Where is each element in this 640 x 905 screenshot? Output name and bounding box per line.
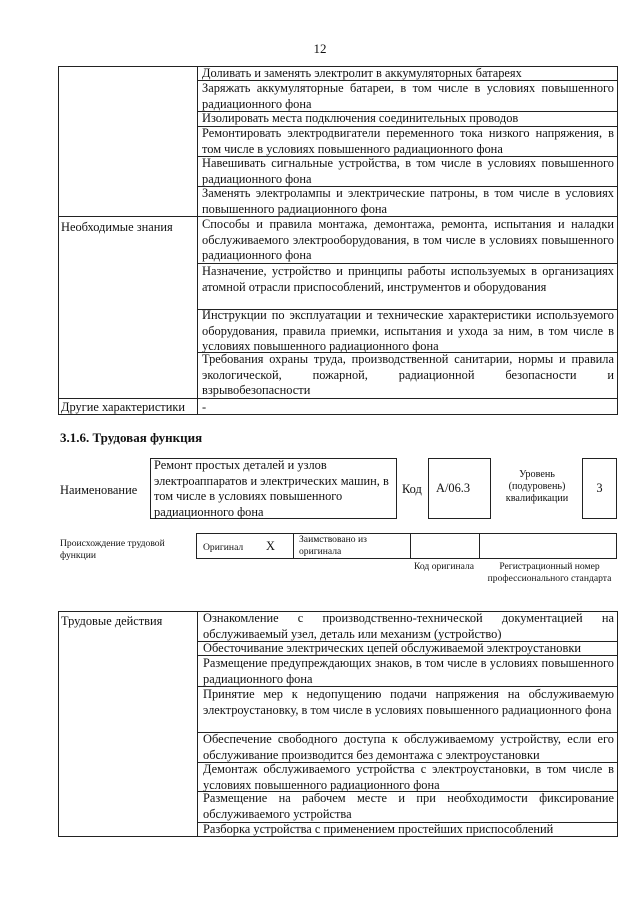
origin-divider bbox=[293, 533, 294, 559]
knowledge-item: Способы и правила монтажа, демонтажа, ремонта, испытания и наладки обслуживаемого электрооборудования, в том числе в условиях повышенного радиационного фона bbox=[202, 217, 614, 263]
level-value: 3 bbox=[596, 481, 603, 495]
knowledge-item: Инструкции по эксплуатации и технические характеристики используемого оборудования, правила приемки, испытания и ухода за ним, в том числе в условиях повышенного радиационного фона bbox=[202, 308, 614, 354]
row-label-actions: Трудовые действия bbox=[61, 614, 163, 628]
original-mark: X bbox=[266, 539, 275, 553]
skill-item: Ремонтировать электродвигатели переменного тока низкого напряжения, в том числе в условиях повышенного радиационного фона bbox=[202, 126, 614, 156]
column-divider bbox=[197, 611, 198, 837]
action-item: Размещение на рабочем месте и при необходимости фиксирование обслуживаемого устройства bbox=[203, 791, 614, 821]
origin-divider bbox=[479, 533, 480, 559]
page-number: 12 bbox=[313, 41, 327, 56]
other-item: - bbox=[202, 400, 207, 414]
knowledge-item: Требования охраны труда, производственной санитарии, нормы и правила экологической, пожарной, радиационной безопасности и взрывобезопасности bbox=[202, 352, 614, 398]
action-item: Принятие мер к недопущению подачи напряжения на обслуживаемую электроустановку, в том числе в условиях повышенного радиационного фона bbox=[203, 687, 614, 717]
row-label-other: Другие характеристики bbox=[61, 400, 186, 414]
skill-item: Заряжать аккумуляторные батареи, в том числе в условиях повышенного радиационного фона bbox=[202, 81, 614, 111]
column-divider bbox=[197, 66, 198, 415]
row-label-knowledge: Необходимые знания bbox=[61, 220, 173, 234]
skill-item: Навешивать сигнальные устройства, в том числе в условиях повышенного радиационного фона bbox=[202, 156, 614, 186]
origin-divider bbox=[410, 533, 411, 559]
code-label: Код bbox=[402, 482, 422, 496]
action-item: Обесточивание электрических цепей обслуживаемой электроустановки bbox=[203, 641, 581, 655]
skill-item: Заменять электролампы и электрические патроны, в том числе в условиях повышенного радиационного фона bbox=[202, 186, 614, 216]
code-caption: Код оригинала bbox=[413, 561, 475, 572]
skill-item: Изолировать места подключения соединительных проводов bbox=[202, 111, 519, 125]
level-label: Уровень (подуровень) квалификации bbox=[505, 469, 569, 504]
name-value: Ремонт простых деталей и узлов электроаппаратов и электрических машин, в том числе в условиях повышенного радиационного фона bbox=[154, 458, 389, 519]
knowledge-item: Назначение, устройство и принципы работы используемых в организациях атомной отрасли приспособлений, инструментов и оборудования bbox=[202, 264, 614, 294]
action-item: Ознакомление с производственно-технической документацией на обслуживаемый узел, деталь или механизм (устройство) bbox=[203, 611, 614, 641]
original-label: Оригинал bbox=[203, 542, 244, 553]
section-title: 3.1.6. Трудовая функция bbox=[60, 430, 203, 445]
reg-caption: Регистрационный номер профессионального стандарта bbox=[487, 561, 612, 584]
action-item: Обеспечение свободного доступа к обслуживаемому устройству, если его обслуживание производится без демонтажа с электроустановки bbox=[203, 732, 614, 762]
skill-item: Доливать и заменять электролит в аккумуляторных батареях bbox=[202, 66, 522, 80]
name-label: Наименование bbox=[60, 483, 138, 497]
borrowed-label: Заимствовано из оригинала bbox=[299, 534, 367, 557]
action-item: Размещение предупреждающих знаков, в том числе в условиях повышенного радиационного фона bbox=[203, 656, 614, 686]
origin-label: Происхождение трудовой функции bbox=[60, 538, 165, 561]
action-item: Демонтаж обслуживаемого устройства с электроустановки, в том числе в условиях повышенного радиационного фона bbox=[203, 762, 614, 792]
code-value: А/06.3 bbox=[436, 481, 471, 495]
action-item: Разборка устройства с применением простейших приспособлений bbox=[203, 822, 554, 836]
